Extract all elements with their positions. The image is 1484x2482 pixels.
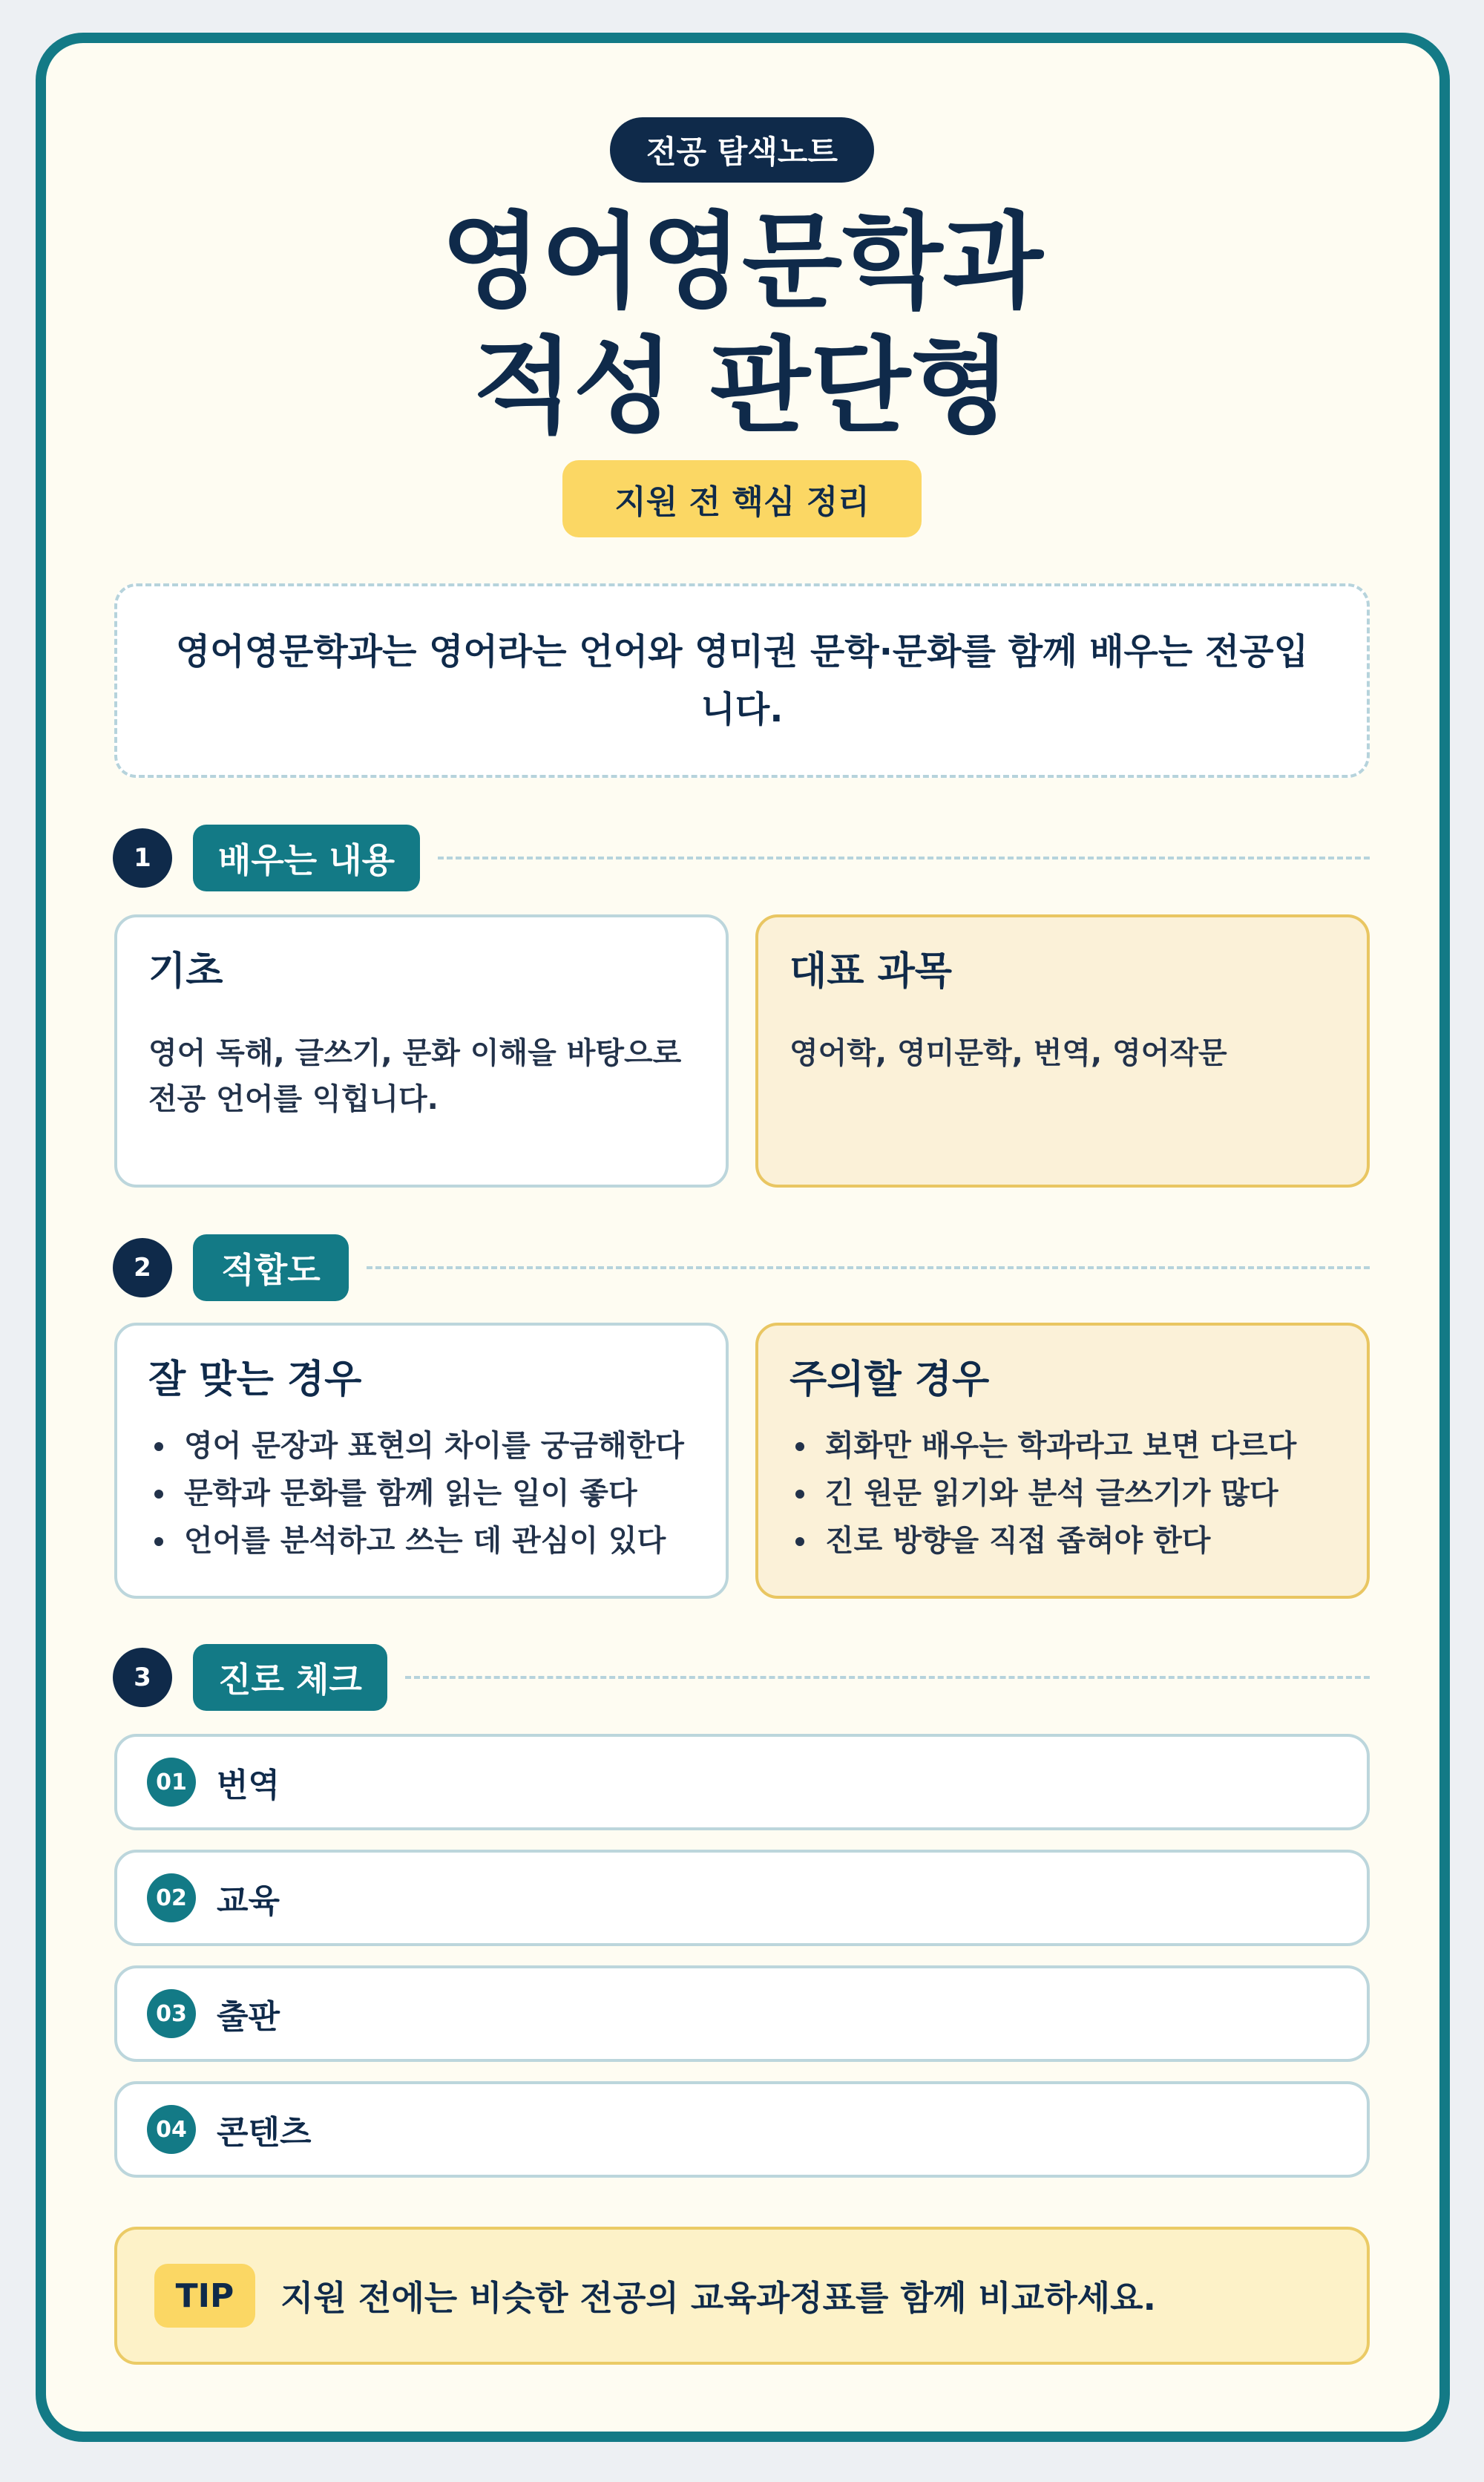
subjects-text: 영어학, 영미문학, 번역, 영어작문 — [789, 1036, 1227, 1070]
tip-badge: TIP — [154, 2264, 255, 2328]
fit-list — [148, 1422, 695, 1565]
section-3-number: 3 — [113, 1648, 172, 1707]
career-number: 01 — [147, 1758, 196, 1807]
subtitle-badge: 지원 전 핵심 정리 — [562, 460, 922, 537]
intro-box — [114, 583, 1370, 778]
list-item: 회화만 배우는 학과라고 보면 다르다 — [789, 1422, 1336, 1470]
caution-card — [755, 1323, 1370, 1599]
career-item-content — [114, 2081, 1370, 2178]
basics-text: 영어 독해, 글쓰기, 문화 이해을 바탕으로 전공 언어를 익힙니다. — [148, 1036, 682, 1116]
list-item: 문학과 문화를 함께 읽는 일이 좋다 — [148, 1470, 695, 1517]
career-label: 번역 — [217, 1766, 280, 1804]
caution-list — [789, 1422, 1336, 1565]
intro-text: 영어영문학과는 영어라는 언어와 영미권 문학·문화를 함께 배우는 전공입니다. — [175, 631, 1309, 730]
career-number: 03 — [147, 1989, 196, 2038]
fit-card — [114, 1323, 729, 1599]
title-line-1: 영어영문학과 — [441, 202, 1043, 323]
career-item-education — [114, 1850, 1370, 1946]
subjects-title: 대표 과목 — [789, 949, 953, 994]
section-3-label: 진로 체크 — [193, 1644, 387, 1711]
career-number: 04 — [147, 2105, 196, 2154]
section-1-divider — [438, 857, 1370, 859]
career-label: 출판 — [217, 1998, 280, 2036]
career-item-translation — [114, 1734, 1370, 1830]
tip-text: 지원 전에는 비슷한 전공의 교육과정표를 함께 비교하세요. — [280, 2278, 1157, 2318]
career-label: 교육 — [217, 1882, 280, 1920]
list-item: 긴 원문 읽기와 분석 글쓰기가 많다 — [789, 1470, 1336, 1517]
tip-box — [114, 2227, 1370, 2365]
section-1-number: 1 — [113, 828, 172, 888]
subjects-card — [755, 914, 1370, 1188]
career-label: 콘텐츠 — [217, 2114, 312, 2152]
title-line-2: 적성 판단형 — [473, 327, 1011, 448]
caution-title: 주의할 경우 — [789, 1358, 990, 1402]
section-2-divider — [367, 1266, 1370, 1269]
page-title — [223, 200, 1261, 450]
career-item-publishing — [114, 1965, 1370, 2062]
category-tag: 전공 탐색노트 — [610, 117, 874, 183]
basics-card — [114, 914, 729, 1188]
career-number: 02 — [147, 1873, 196, 1922]
basics-title: 기초 — [148, 949, 223, 994]
list-item: 진로 방향을 직접 좁혀야 한다 — [789, 1517, 1336, 1565]
list-item: 영어 문장과 표현의 차이를 궁금해한다 — [148, 1422, 695, 1470]
section-2-label: 적합도 — [193, 1234, 349, 1301]
fit-title: 잘 맞는 경우 — [148, 1358, 362, 1402]
section-3-divider — [405, 1676, 1370, 1679]
section-1-label: 배우는 내용 — [193, 825, 420, 891]
list-item: 언어를 분석하고 쓰는 데 관심이 있다 — [148, 1517, 695, 1565]
section-2-number: 2 — [113, 1238, 172, 1297]
